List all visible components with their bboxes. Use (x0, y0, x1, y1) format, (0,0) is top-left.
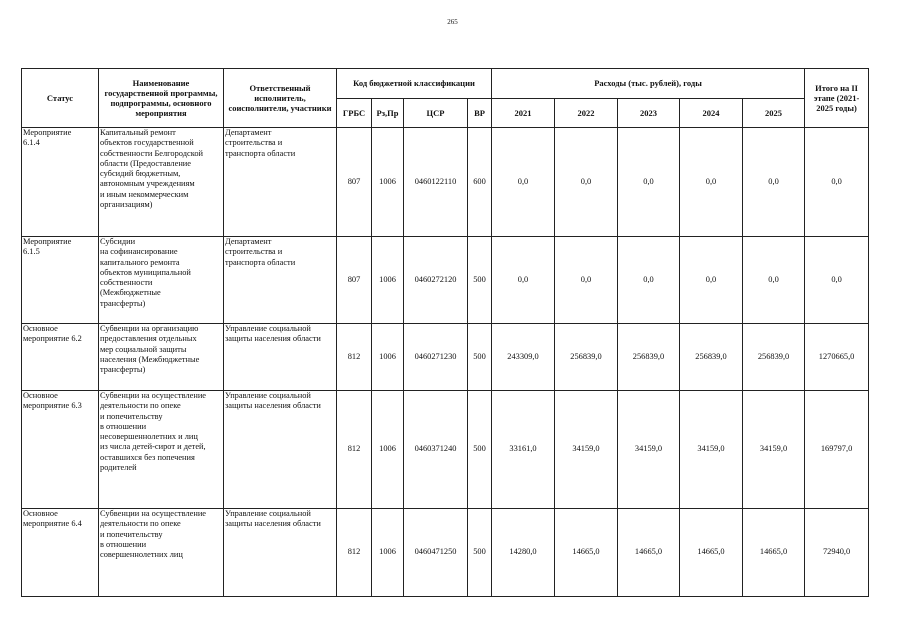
row-total: 72940,0 (805, 509, 869, 597)
row-2021: 14280,0 (492, 509, 555, 597)
row-total: 1270665,0 (805, 324, 869, 391)
row-name: Капитальный ремонт объектов государственной собственности Белгородской области (Предоставление субсидий бюджетным, автономным учреждениям и иным некоммерческим организациям) (99, 128, 224, 237)
row-status: Мероприятие 6.1.4 (22, 128, 99, 237)
row-2025: 34159,0 (743, 391, 805, 509)
header-rzpr: Рз,Пр (372, 99, 404, 128)
header-name: Наименование государственной программы, подпрограммы, основного мероприятия (99, 69, 224, 128)
row-name: Субвенции на осуществление деятельности по опеке и попечительству в отношении несовершеннолетних и лиц из числа детей-сирот и детей, оставшихся без попечения родителей (99, 391, 224, 509)
row-2025: 14665,0 (743, 509, 805, 597)
row-csr: 0460272120 (404, 237, 468, 324)
row-csr: 0460271230 (404, 324, 468, 391)
table-row (22, 324, 869, 391)
header-total: Итого на II этапе (2021-2025 годы) (805, 69, 869, 128)
row-responsible: Управление социальной защиты населения области (224, 509, 337, 597)
row-2022: 14665,0 (555, 509, 618, 597)
header-vr: ВР (468, 99, 492, 128)
row-grbs: 812 (337, 509, 372, 597)
row-2023: 34159,0 (618, 391, 680, 509)
row-rzpr: 1006 (372, 128, 404, 237)
row-responsible: Департамент строительства и транспорта области (224, 128, 337, 237)
row-2024: 0,0 (680, 237, 743, 324)
row-status: Мероприятие 6.1.5 (22, 237, 99, 324)
row-2024: 34159,0 (680, 391, 743, 509)
page-number: 265 (447, 18, 458, 26)
header-year-2022: 2022 (555, 99, 618, 128)
header-year-2023: 2023 (618, 99, 680, 128)
header-grbs: ГРБС (337, 99, 372, 128)
row-2025: 0,0 (743, 128, 805, 237)
table-row (22, 128, 869, 237)
row-2024: 256839,0 (680, 324, 743, 391)
budget-table (21, 68, 869, 597)
header-responsible: Ответственный исполнитель, соисполнители, участники (224, 69, 337, 128)
row-status: Основное мероприятие 6.3 (22, 391, 99, 509)
row-csr: 0460471250 (404, 509, 468, 597)
row-2023: 256839,0 (618, 324, 680, 391)
row-grbs: 807 (337, 128, 372, 237)
header-budget-code: Код бюджетной классификации (337, 69, 492, 99)
table-row (22, 237, 869, 324)
row-responsible: Управление социальной защиты населения области (224, 324, 337, 391)
row-total: 169797,0 (805, 391, 869, 509)
row-vr: 500 (468, 237, 492, 324)
row-2022: 0,0 (555, 237, 618, 324)
row-2023: 14665,0 (618, 509, 680, 597)
table-row (22, 391, 869, 509)
row-csr: 0460122110 (404, 128, 468, 237)
row-grbs: 812 (337, 391, 372, 509)
row-grbs: 812 (337, 324, 372, 391)
row-responsible: Управление социальной защиты населения области (224, 391, 337, 509)
header-year-2021: 2021 (492, 99, 555, 128)
header-year-2025: 2025 (743, 99, 805, 128)
header-year-2024: 2024 (680, 99, 743, 128)
row-vr: 500 (468, 324, 492, 391)
row-name: Субвенции на осуществление деятельности по опеке и попечительству в отношении совершеннолетних лиц (99, 509, 224, 597)
row-2023: 0,0 (618, 237, 680, 324)
row-status: Основное мероприятие 6.4 (22, 509, 99, 597)
row-total: 0,0 (805, 237, 869, 324)
row-vr: 500 (468, 391, 492, 509)
row-total: 0,0 (805, 128, 869, 237)
row-2022: 34159,0 (555, 391, 618, 509)
row-2021: 243309,0 (492, 324, 555, 391)
row-2022: 256839,0 (555, 324, 618, 391)
row-2023: 0,0 (618, 128, 680, 237)
row-2022: 0,0 (555, 128, 618, 237)
row-csr: 0460371240 (404, 391, 468, 509)
header-csr: ЦСР (404, 99, 468, 128)
row-name: Субсидии на софинансирование капитального ремонта объектов муниципальной собственности (Межбюджетные трансферты) (99, 237, 224, 324)
row-rzpr: 1006 (372, 237, 404, 324)
row-2021: 0,0 (492, 237, 555, 324)
row-2025: 0,0 (743, 237, 805, 324)
row-2021: 0,0 (492, 128, 555, 237)
row-grbs: 807 (337, 237, 372, 324)
row-vr: 500 (468, 509, 492, 597)
row-2024: 14665,0 (680, 509, 743, 597)
row-responsible: Департамент строительства и транспорта области (224, 237, 337, 324)
row-2021: 33161,0 (492, 391, 555, 509)
row-name: Субвенции на организацию предоставления отдельных мер социальной защиты населения (Межбюджетные трансферты) (99, 324, 224, 391)
header-status: Статус (22, 69, 99, 128)
table-row (22, 509, 869, 597)
row-status: Основное мероприятие 6.2 (22, 324, 99, 391)
row-2024: 0,0 (680, 128, 743, 237)
row-rzpr: 1006 (372, 324, 404, 391)
row-vr: 600 (468, 128, 492, 237)
row-rzpr: 1006 (372, 509, 404, 597)
row-rzpr: 1006 (372, 391, 404, 509)
header-expenses: Расходы (тыс. рублей), годы (492, 69, 805, 99)
row-2025: 256839,0 (743, 324, 805, 391)
